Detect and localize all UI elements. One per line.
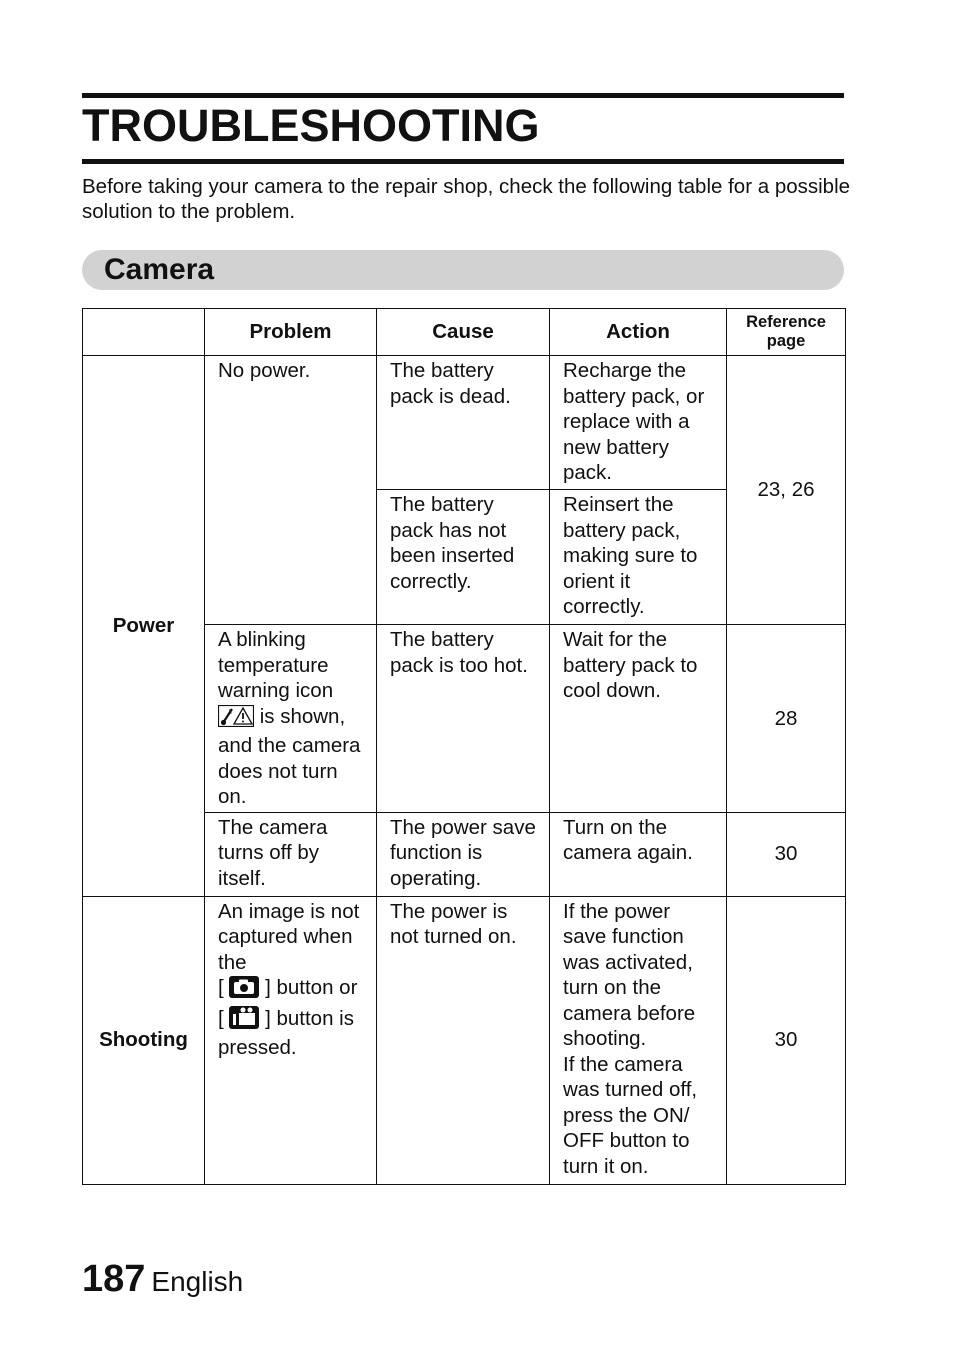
troubleshooting-table (82, 308, 846, 1185)
action-cell: Reinsert the battery pack, making sure to orient it correctly. (550, 490, 727, 625)
bracket-open: [ (218, 1006, 224, 1030)
problem-cell (205, 896, 377, 1184)
title-bottom-rule (82, 159, 844, 164)
page-title: TROUBLESHOOTING (82, 100, 540, 151)
header-reference-line2: page (766, 332, 806, 350)
problem-cell: No power. (205, 356, 377, 625)
action-text-1: If the power save function was activated, turn on the camera before shooting. (563, 899, 696, 1050)
table-header-row (83, 309, 846, 356)
header-problem: Problem (205, 309, 377, 356)
table-row (83, 356, 846, 490)
photo-button-icon (229, 976, 259, 1005)
temperature-warning-icon (218, 705, 254, 734)
header-action: Action (550, 309, 727, 356)
reference-cell: 28 (727, 625, 846, 813)
page-number: 187 (82, 1258, 146, 1300)
header-cause: Cause (377, 309, 550, 356)
section-header (82, 250, 844, 290)
cause-cell: The battery pack is too hot. (377, 625, 550, 813)
video-button-icon (229, 1005, 259, 1036)
problem-text-before-icon: A blinking temperature warning icon (218, 628, 334, 702)
problem-cell (205, 625, 377, 813)
action-cell: Wait for the battery pack to cool down. (550, 625, 727, 813)
reference-cell: 23, 26 (727, 356, 846, 625)
problem-text-after-icon: is shown, and the camera does not turn on. (218, 704, 361, 808)
problem-text-photo-after: ] button or (259, 976, 358, 999)
cause-cell: The battery pack has not been inserted correctly. (377, 490, 550, 625)
header-reference-line1: Reference (746, 313, 826, 331)
problem-text-intro: An image is not captured when the (218, 899, 360, 974)
action-cell (550, 896, 727, 1184)
bracket-open: [ (218, 976, 224, 999)
cause-cell: The battery pack is dead. (377, 356, 550, 490)
header-reference-page (727, 309, 846, 356)
intro-text: Before taking your camera to the repair shop, check the following table for a possible solution to the problem. (82, 175, 851, 223)
page-language: English (151, 1266, 244, 1297)
reference-cell: 30 (727, 812, 846, 896)
table-row (83, 896, 846, 1184)
category-shooting: Shooting (83, 896, 205, 1184)
page-footer (82, 1258, 243, 1301)
header-category (83, 309, 205, 356)
title-top-rule (82, 93, 844, 98)
problem-cell: The camera turns off by itself. (205, 812, 377, 896)
action-text-2: If the camera was turned off, press the ON/ OFF button to turn it on. (563, 1052, 698, 1178)
cause-cell: The power is not turned on. (377, 896, 550, 1184)
cause-cell: The power save function is operating. (377, 812, 550, 896)
reference-cell: 30 (727, 896, 846, 1184)
problem-text-video-after: ] button is pressed. (218, 1006, 354, 1059)
action-cell: Turn on the camera again. (550, 812, 727, 896)
section-title: Camera (104, 253, 215, 286)
action-cell: Recharge the battery pack, or replace with a new battery pack. (550, 356, 727, 490)
category-power: Power (83, 356, 205, 897)
